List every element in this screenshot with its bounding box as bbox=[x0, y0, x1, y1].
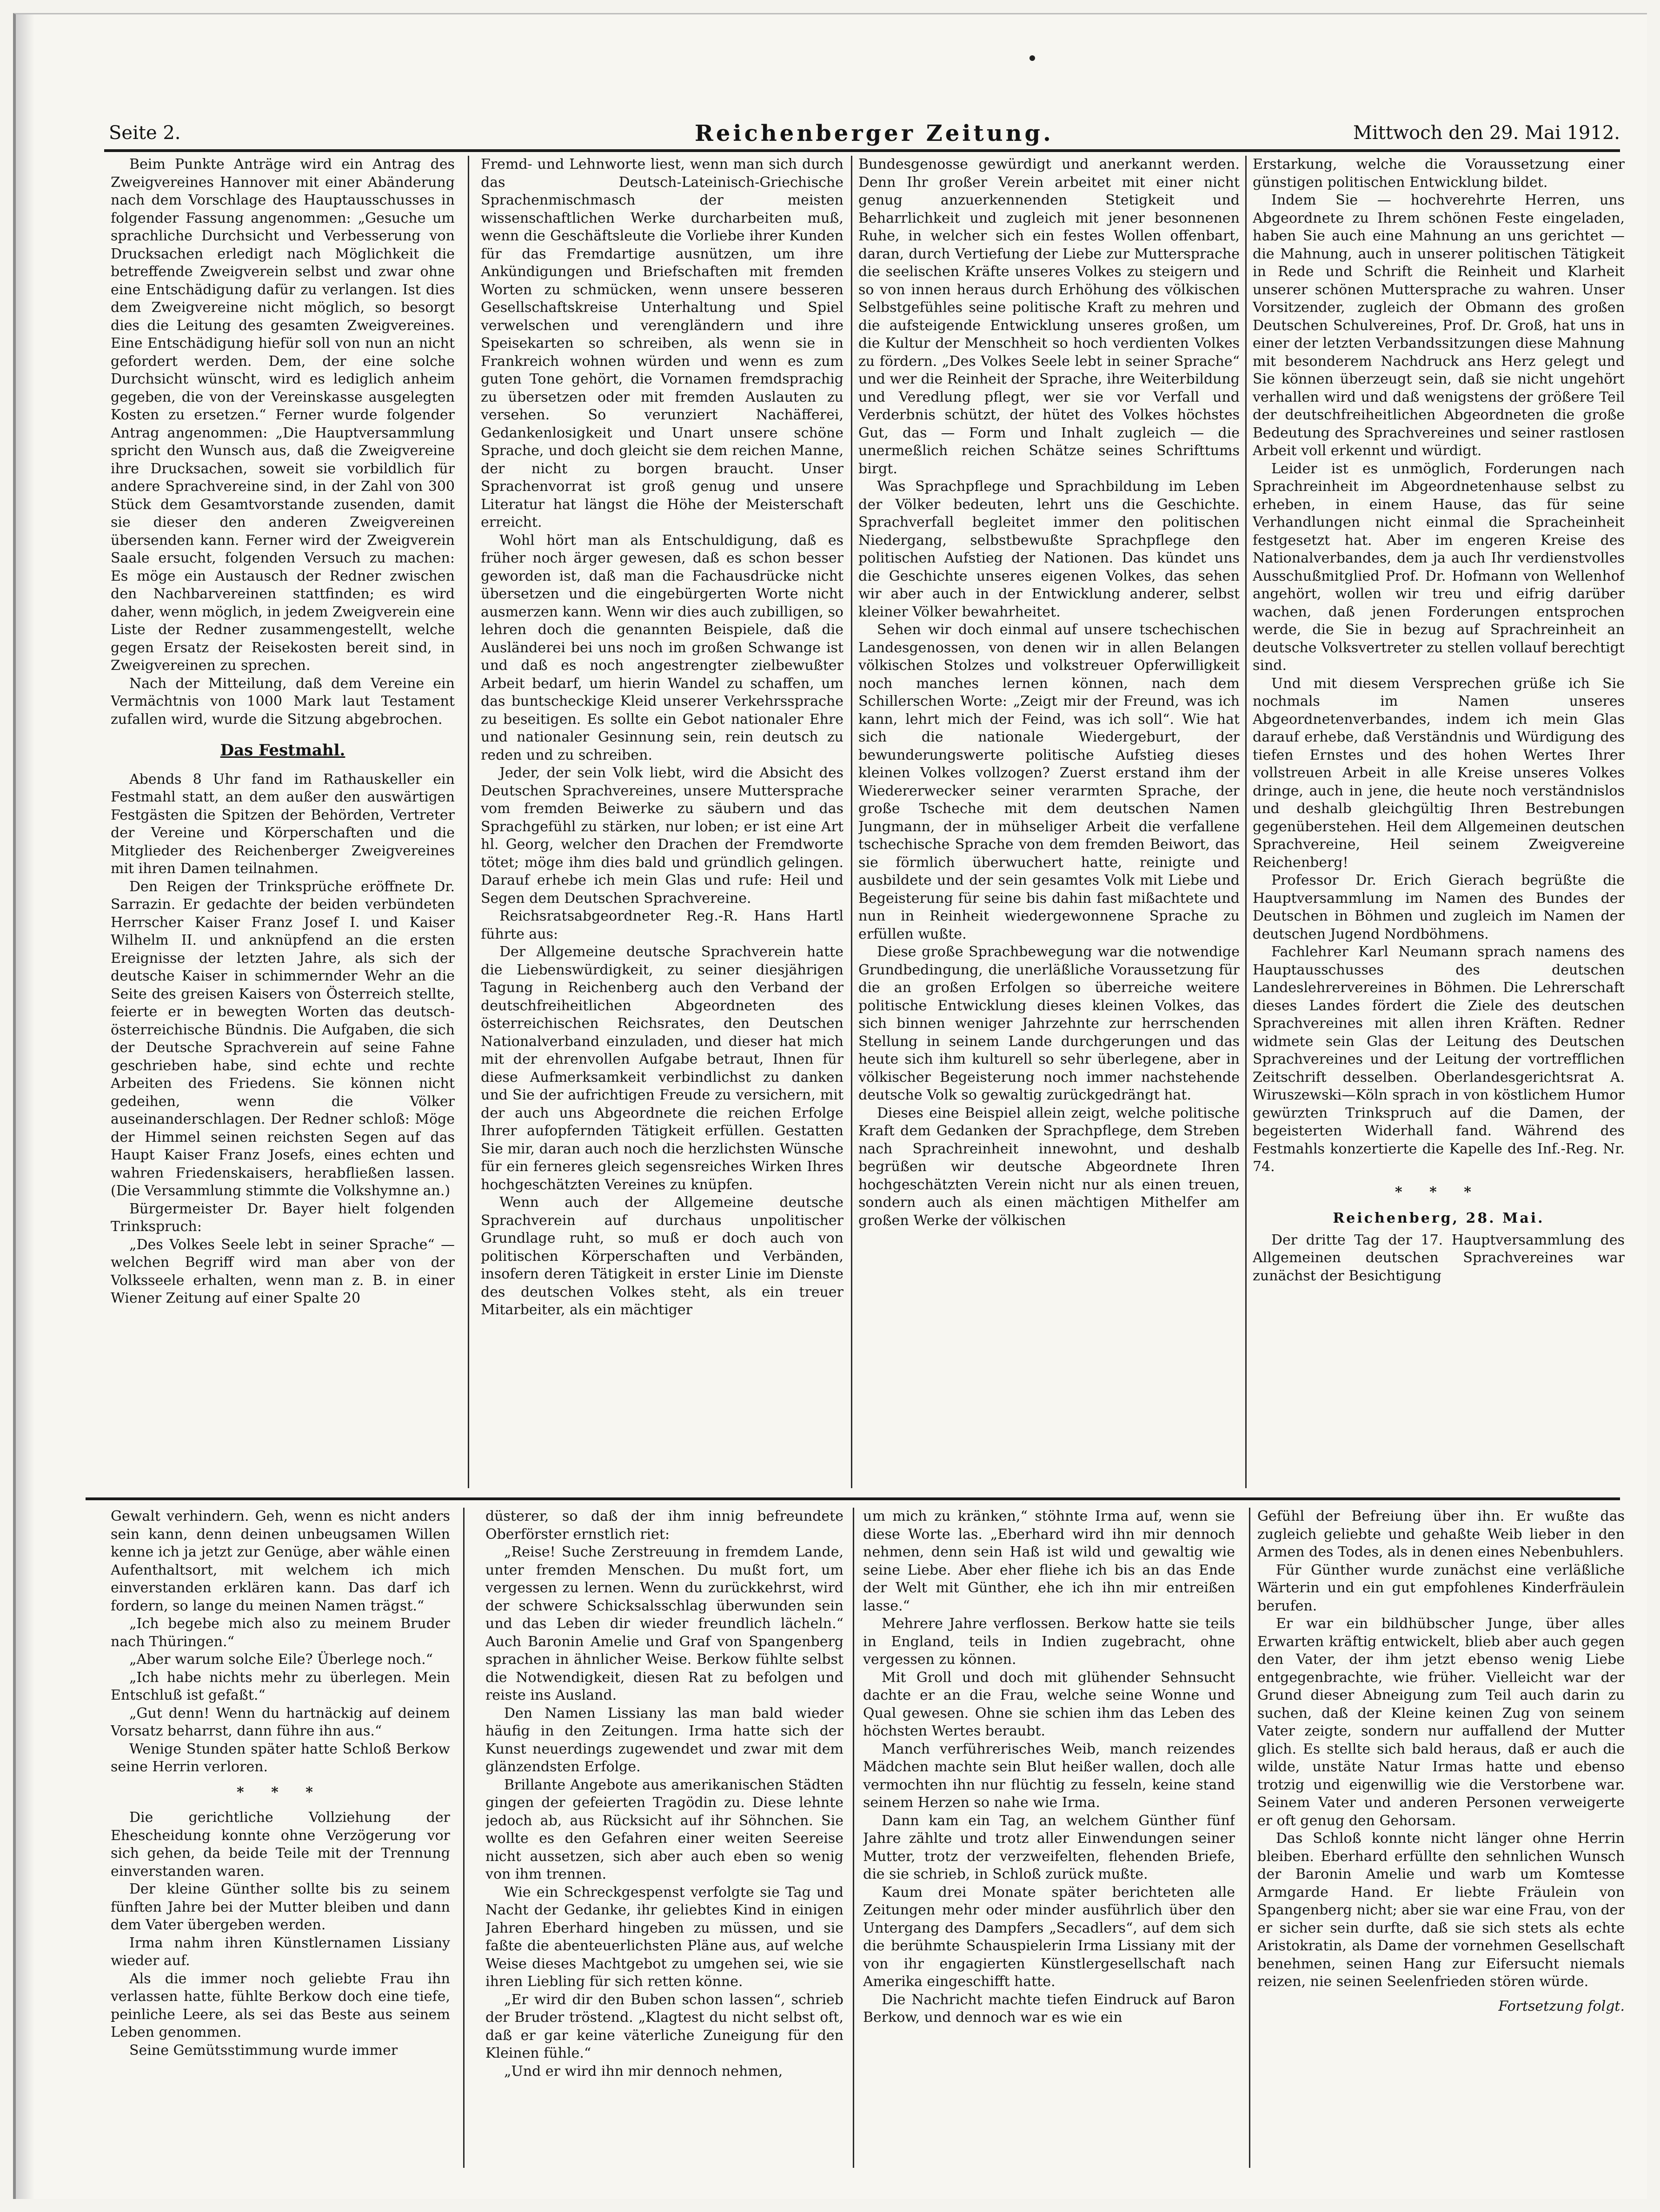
paragraph: Der Allgemeine deutsche Sprachverein hatte die Liebenswürdigkeit, zu seiner diesjährigen Tagung in Reichenberg auch den Verband der deutschfreiheitlichen Abgeordneten des österreichischen Reichsrates, den Deutschen Nationalverband einzuladen, und dieser hat mich mit der ehrenvollen Aufgabe betraut, Ihnen für diese Aufmerksamkeit verbindlichst zu danken und Sie der aufrichtigen Freude zu versichern, mit der auch uns Abgeordnete die reichen Erfolge Ihrer aufopfernden Tätigkeit erfüllen. Gestatten Sie mir, daran auch noch die herzlichsten Wünsche für ein ferneres gleich segensreiches Wirken Ihres hochgeschätzten Vereines zu knüpfen. bbox=[481, 944, 843, 1193]
paragraph: Was Sprachpflege und Sprachbildung im Leben der Völker bedeuten, lehrt uns die Geschichte. Sprachverfall begleitet immer den politischen Niedergang, selbstbewußte Sprachpflege den politischen Aufstieg der Nationen. Das kündet uns die Geschichte unseres eigenen Volkes, das sehen wir aber auch in der Entwicklung anderer, selbst kleiner Völker bewahrheitet. bbox=[858, 478, 1240, 620]
paragraph: Wie ein Schreckgespenst verfolgte sie Tag und Nacht der Gedanke, ihr geliebtes Kind in einigen Jahren Eberhard hingeben zu müssen, und sie faßte die abenteuerlichsten Pläne aus, auf welche Weise dieses Machtgebot zu umgehen sei, wie sie ihren Liebling für sich retten könne. bbox=[485, 1884, 843, 1990]
paragraph: Für Günther wurde zunächst eine verläßliche Wärterin und ein gut empfohlenes Kinderfräulein berufen. bbox=[1257, 1562, 1625, 1614]
paragraph: düsterer, so daß der ihm innig befreundete Oberförster ernstlich riet: bbox=[485, 1508, 843, 1543]
continuation-note: Fortsetzung folgt. bbox=[1498, 1998, 1625, 2014]
paragraph: Sehen wir doch einmal auf unsere tschechischen Landesgenossen, von denen wir in allen Belangen völkischen Stolzes und volkstreuer Opferwilligkeit noch manches lernen können, nach dem Schillerschen Worte: „Zeigt mir der Freund, was ich kann, lehrt mich der Feind, was ich soll“. Wie hat sich die nationale Wiedergeburt, der bewunderungswerte politische Aufstieg dieses kleinen Volkes vollzogen? Zuerst erstand ihm der Wiedererwecker seiner verarmten Sprache, der große Tscheche mit dem deutschen Namen Jungmann, der in mühseliger Arbeit die verfallene tschechische Sprache von dem fremden Beiwort, das sie förmlich überwuchert hatte, reinigte und ausbildete und der sein gesamtes Volk mit Liebe und Begeisterung für seine bis dahin fast mißachtete und nun in Reinheit wiedergewonnene Sprache zu erfüllen wußte. bbox=[858, 622, 1240, 942]
column-4 bbox=[1253, 156, 1625, 1487]
column-3 bbox=[858, 156, 1240, 1487]
newspaper-title: Reichenberger Zeitung. bbox=[695, 120, 1054, 146]
paragraph: Die Nachricht machte tiefen Eindruck auf Baron Berkow, und dennoch war es wie ein bbox=[863, 1991, 1235, 2026]
feuilleton-column-1 bbox=[111, 1508, 450, 2159]
paragraph: Fremd- und Lehnworte liest, wenn man sich durch das Deutsch-Lateinisch-Griechische Sprachenmischmasch der meisten wissenschaftlichen Werke durcharbeiten muß, wenn die Geschäftsleute die Vorliebe ihrer Kunden für das Fremdartige ausnützen, um ihre Ankündigungen und Briefschaften mit fremden Worten zu schmücken, wenn unsere besseren Gesellschaftskreise Unterhaltung und Spiel verwelschen und verengländern und ihre Speisekarten so schreiben, als wenn sie in Frankreich wohnen würden und wenn es zum guten Tone gehört, die Vornamen fremdsprachig zu übersetzen oder mit fremden Auslauten zu versehen. So verunziert Nachäfferei, Gedankenlosigkeit und Unart unsere schöne Sprache, und doch gleicht sie dem reichen Manne, der nicht zu borgen braucht. Unser Sprachenvorrat ist groß genug und unsere Literatur hat längst die Höhe der Meisterschaft erreicht. bbox=[481, 156, 843, 530]
paragraph: Nach der Mitteilung, daß dem Vereine ein Vermächtnis von 1000 Mark laut Testament zufallen wird, wurde die Sitzung abgebrochen. bbox=[111, 675, 455, 728]
paragraph: Seine Gemütsstimmung wurde immer bbox=[129, 2042, 398, 2059]
paragraph: Den Namen Lissiany las man bald wieder häufig in den Zeitungen. Irma hatte sich der Kunst neuerdings zugewendet und zwar mit dem glänzendsten Erfolge. bbox=[485, 1705, 843, 1775]
paragraph: Den Reigen der Trinksprüche eröffnete Dr. Sarrazin. Er gedachte der beiden verbündeten Herrscher Kaiser Franz Josef I. und Kaiser Wilhelm II. und anknüpfend an die ersten Ereignisse der letzten Jahre, als sich der deutsche Kaiser in schimmernder Wehr an die Seite des greisen Kaisers von Österreich stellte, feierte er in bewegten Worten das deutsch-österreichische Bündnis. Die Aufgaben, die sich der Deutsche Sprachverein auf seine Fahne geschrieben habe, sind echte und rechte Arbeiten des Friedens. Sie können nicht gedeihen, wenn die Völker auseinanderschlagen. Der Redner schloß: Möge der Himmel seinen reichsten Segen auf das Haupt Kaiser Franz Josefs, eines echten und wahren Friedenskaisers, herabfließen lassen. (Die Versammlung stimmte die Volkshymne an.) bbox=[111, 878, 455, 1199]
paragraph: „Ich begebe mich also zu meinem Bruder nach Thüringen.“ bbox=[111, 1616, 450, 1650]
paragraph: Irma nahm ihren Künstlernamen Lissiany wieder auf. bbox=[111, 1934, 450, 1969]
paragraph: Leider ist es unmöglich, Forderungen nach Sprachreinheit im Abgeordnetenhause selbst zu erheben, in einem Hause, das für seine Verhandlungen nicht einmal die Spracheinheit festgesetzt hat. Aber im engeren Kreise des Nationalverbandes, dem ja auch Ihr verdienstvolles Ausschußmitglied Prof. Dr. Hofmann von Wellenhof angehört, wollen wir treu und eifrig darüber wachen, daß jenen Forderungen entsprochen werde, die Sie in bezug auf Sprachreinheit an deutsche Volksvertreter zu stellen vollauf berechtigt sind. bbox=[1253, 460, 1625, 674]
paragraph: Die gerichtliche Vollziehung der Ehescheidung konnte ohne Verzögerung vor sich gehen, da beide Teile mit der Trennung einverstanden waren. bbox=[111, 1809, 450, 1880]
paragraph: Wohl hört man als Entschuldigung, daß es früher noch ärger gewesen, daß es schon besser geworden ist, daß man die Fachausdrücke nicht übersetzen und die eingebürgerten Worte nicht ausmerzen kann. Wenn wir dies auch zubilligen, so lehren doch die genannten Beispiele, daß die Ausländerei bei uns noch im großen Schwange ist und daß es noch angestrengter zielbewußter Arbeit bedarf, um hierin Wandel zu schaffen, um das buntscheckige Kleid unserer Verkehrssprache zu beseitigen. Es sollte ein Gebot nationaler Ehre und nationaler Gesinnung sein, rein deutsch zu reden und zu schreiben. bbox=[481, 532, 843, 763]
paragraph: Das Schloß konnte nicht länger ohne Herrin bleiben. Eberhard erfüllte den sehnlichen Wunsch der Baronin Amelie und warb um Komtesse Armgarde Hand. Er liebte Fräulein von Spangenberg nicht; aber sie war eine Frau, von der er sicher sein durfte, daß sie sich stets als echte Aristokratin, als Dame der vornehmen Gesellschaft benehmen, seinen Hang zur Eifersucht niemals reizen, nie seinen Seelenfrieden stören würde. bbox=[1257, 1830, 1625, 1990]
paragraph: Dieses eine Beispiel allein zeigt, welche politische Kraft dem Gedanken der Sprachpflege, dem Streben nach Sprachreinheit innewohnt, und deshalb begrüßen wir deutsche Abgeordnete Ihren hochgeschätzten Verein nicht nur als einen treuen, sondern auch als einen mächtigen Mithelfer am großen Werke der völkischen bbox=[858, 1105, 1240, 1229]
paragraph: Als die immer noch geliebte Frau ihn verlassen hatte, fühlte Berkow doch eine tiefe, peinliche Leere, als sei das Beste aus seinem Leben genommen. bbox=[111, 1970, 450, 2040]
column-rule bbox=[853, 1508, 854, 2168]
section-separator: * * * bbox=[1395, 1184, 1482, 1200]
paragraph: um mich zu kränken,“ stöhnte Irma auf, wenn sie diese Worte las. „Eberhard wird ihn mir dennoch nehmen, denn sein Haß ist wild und gewaltig wie seine Liebe. Aber eher fliehe ich bis an das Ende der Welt mit Günther, ehe ich ihn mir entreißen lasse.“ bbox=[863, 1508, 1235, 1614]
header-rule bbox=[104, 149, 1620, 152]
feuilleton-column-4 bbox=[1257, 1508, 1625, 2159]
paragraph: Reichsratsabgeordneter Reg.-R. Hans Hartl führte aus: bbox=[481, 908, 843, 942]
paragraph: „Und er wird ihn mir dennoch nehmen, bbox=[504, 2063, 783, 2080]
paragraph: Indem Sie — hochverehrte Herren, uns Abgeordnete zu Ihrem schönen Feste eingeladen, haben Sie auch eine Mahnung an uns gerichtet — die Mahnung, auch in unserer politischen Tätigkeit in Rede und Schrift die Reinheit und Klarheit unserer schönen Muttersprache zu wahren. Unser Vorsitzender, zugleich der Obmann des großen Deutschen Schulvereines, Prof. Dr. Groß, hat uns in einer der letzten Verbandssitzungen diese Mahnung mit besonderem Nachdruck ans Herz gelegt und Sie können überzeugt sein, daß sie nicht ungehört verhallen wird und daß wenigstens der größere Teil der deutschfreiheitlichen Abgeordneten die große Bedeutung des Sprachvereines und seiner rastlosen Arbeit voll erkennt und würdigt. bbox=[1253, 192, 1625, 459]
ink-spot bbox=[1029, 55, 1035, 61]
paragraph: Erstarkung, welche die Voraussetzung einer günstigen politischen Entwicklung bildet. bbox=[1253, 156, 1625, 191]
paragraph: Bundesgenosse gewürdigt und anerkannt werden. Denn Ihr großer Verein arbeitet mit einer nicht genug anzuerkennenden Stetigkeit und Beharrlichkeit und zugleich mit jener besonnenen Ruhe, in welcher sich ein festes Wollen offenbart, daran, durch Vertiefung der Liebe zur Muttersprache die seelischen Kräfte unseres Volkes zu steigern und so von innen heraus durch Erhöhung des völkischen Selbstgefühles seine politische Kraft zu mehren und die aufsteigende Entwicklung unseres großen, um die Kultur der Menschheit so hoch verdienten Volkes zu fördern. „Des Volkes Seele lebt in seiner Sprache“ und wer die Reinheit der Sprache, ihre Weiterbildung und Veredlung pflegt, wer sie vor Verfall und Verderbnis schützt, der hütet des Volkes höchstes Gut, das — Form und Inhalt zugleich — die unermeßlich reichen Schätze seines Schrifttums birgt. bbox=[858, 156, 1240, 477]
paragraph: Mehrere Jahre verflossen. Berkow hatte sie teils in England, teils in Indien zugebracht, ohne vergessen zu können. bbox=[863, 1616, 1235, 1668]
paragraph: „Des Volkes Seele lebt in seiner Sprache“ — welchen Begriff wird man aber von der Volksseele erhalten, wenn man z. B. in einer Wiener Zeitung auf einer Spalte 20 bbox=[111, 1236, 455, 1306]
paragraph: Dann kam ein Tag, an welchem Günther fünf Jahre zählte und trotz aller Einwendungen seiner Mutter, trotz der verzweifelten, flehenden Briefe, die sie schrieb, in Schloß zurück mußte. bbox=[863, 1812, 1235, 1882]
page-edge-shadow bbox=[16, 14, 34, 2199]
paragraph: „Er wird dir den Buben schon lassen“, schrieb der Bruder tröstend. „Klagtest du nicht selbst oft, daß er gar keine väterliche Zuneigung für den Kleinen fühle.“ bbox=[485, 1991, 843, 2061]
paragraph: Mit Groll und doch mit glühender Sehnsucht dachte er an die Frau, welche seine Wonne und Qual gewesen. Ohne sie schien ihm das Leben des höchsten Wertes beraubt. bbox=[863, 1669, 1235, 1739]
paragraph: Abends 8 Uhr fand im Rathauskeller ein Festmahl statt, an dem außer den auswärtigen Festgästen die Spitzen der Behörden, Vertreter der Vereine und Körperschaften und die Mitglieder des Reichenberger Zweigvereines mit ihren Damen teilnahmen. bbox=[111, 771, 455, 877]
page-number: Seite 2. bbox=[109, 122, 181, 144]
column-2 bbox=[481, 156, 843, 1487]
paragraph: Kaum drei Monate später berichteten alle Zeitungen mehr oder minder ausführlich über den Untergang des Dampfers „Secadlers“, auf dem sich die berühmte Schauspielerin Irma Lissiany mit der von ihr engagierten Künstlergesellschaft nach Amerika eingeschifft hatte. bbox=[863, 1884, 1235, 1990]
paragraph: „Reise! Suche Zerstreuung in fremdem Lande, unter fremden Menschen. Du mußt fort, um vergessen zu lernen. Wenn du zurückkehrst, wird der schwere Schicksalsschlag überwunden sein und das Leben dir wieder freundlich lächeln.“ Auch Baronin Amelie und Graf von Spangenberg sprachen in ähnlicher Weise. Berkow fühlte selbst die Notwendigkeit, diesen Rat zu befolgen und reiste ins Ausland. bbox=[485, 1544, 843, 1703]
dateline: Reichenberg, 28. Mai. bbox=[1333, 1210, 1545, 1226]
section-heading: Das Festmahl. bbox=[220, 741, 345, 760]
paragraph: Gefühl der Befreiung über ihn. Er wußte das zugleich geliebte und gehaßte Weib lieber in den Armen des Todes, als in denen eines Nebenbuhlers. bbox=[1257, 1508, 1625, 1560]
paragraph: Diese große Sprachbewegung war die notwendige Grundbedingung, die unerläßliche Voraussetzung für die an großen Erfolgen so überreiche weitere politische Entwicklung dieses kleinen Volkes, das sich binnen weniger Jahrzehnte zur herrschenden Stellung in seinem Lande durchgerungen und das heute sich ihm kulturell so sehr überlegene, aber in völkischer Begeisterung noch immer nachstehende deutsche Volk so gewaltig zurückgedrängt hat. bbox=[858, 944, 1240, 1103]
feuilleton-column-2 bbox=[485, 1508, 843, 2159]
column-rule bbox=[1245, 156, 1247, 1488]
newspaper-scan bbox=[13, 13, 1647, 2199]
column-1 bbox=[111, 156, 455, 1487]
column-rule bbox=[1249, 1508, 1250, 2168]
paragraph: Er war ein bildhübscher Junge, über alles Erwarten kräftig entwickelt, blieb aber auch gegen den Vater, der ihm jetzt ebenso wenig Liebe entgegenbrachte, wie früher. Vielleicht war der Grund dieser Abneigung zum Teil auch darin zu suchen, daß der Kleine keinen Zug von seinem Vater zeigte, sondern nur auffallend der Mutter glich. Es stellte sich bald heraus, daß er auch die wilde, unstäte Natur Irmas hatte und ebenso trotzig und eigenwillig wie die Verstorbene war. Seinem Vater und anderen Personen verweigerte er oft genug den Gehorsam. bbox=[1257, 1616, 1625, 1829]
paragraph: Manch verführerisches Weib, manch reizendes Mädchen machte sein Blut heißer wallen, doch alle vermochten ihn nur flüchtig zu fesseln, keine stand seinem Herzen so nahe wie Irma. bbox=[863, 1741, 1235, 1811]
paragraph: „Gut denn! Wenn du hartnäckig auf deinem Vorsatz beharrst, dann führe ihn aus.“ bbox=[111, 1705, 450, 1739]
page-header bbox=[90, 117, 1620, 149]
paragraph: „Ich habe nichts mehr zu überlegen. Mein Entschluß ist gefaßt.“ bbox=[111, 1669, 450, 1703]
feuilleton-column-3 bbox=[863, 1508, 1235, 2159]
feuilleton-rule bbox=[86, 1497, 1620, 1500]
paragraph: Fachlehrer Karl Neumann sprach namens des Hauptausschusses des deutschen Landeslehrervereines in Böhmen. Die Lehrerschaft dieses Landes fördert die Ziele des deutschen Sprachvereines mit allen ihren Kräften. Redner widmete sein Glas der Leitung des Deutschen Sprachvereines und der Leitung der vortrefflichen Zeitschrift desselben. Oberlandesgerichtsrat A. Wiruszewski—Köln sprach in von köstlichem Humor gewürzten Trinkspruch auf die Damen, der begeisterten Widerhall fand. Während des Festmahls konzertierte die Kapelle des Inf.-Reg. Nr. 74. bbox=[1253, 944, 1625, 1175]
paragraph: Gewalt verhindern. Geh, wenn es nicht anders sein kann, denn deinen unbeugsamen Willen kenne ich ja jetzt zur Genüge, aber wähle einen Aufenthaltsort, mit welchem ich mich einverstanden erklären kann. Das darf ich fordern, so lange du meinen Namen trägst.“ bbox=[111, 1508, 450, 1614]
paragraph: Wenige Stunden später hatte Schloß Berkow seine Herrin verloren. bbox=[111, 1741, 450, 1775]
paragraph: „Aber warum solche Eile? Überlege noch.“ bbox=[129, 1651, 433, 1668]
column-rule bbox=[851, 156, 852, 1488]
issue-date: Mittwoch den 29. Mai 1912. bbox=[1353, 122, 1620, 144]
paragraph: Der kleine Günther sollte bis zu seinem fünften Jahre bei der Mutter bleiben und dann dem Vater übergeben werden. bbox=[111, 1881, 450, 1933]
paragraph: Jeder, der sein Volk liebt, wird die Absicht des Deutschen Sprachvereines, unsere Muttersprache vom fremden Beiwerke zu säubern und das Sprachgefühl zu stärken, nur loben; er ist eine Art hl. Georg, welcher den Drachen der Fremdworte tötet; möge ihm dies bald und gründlich gelingen. Darauf erhebe ich mein Glas und rufe: Heil und Segen dem Deutschen Sprachvereine. bbox=[481, 765, 843, 907]
paragraph: Beim Punkte Anträge wird ein Antrag des Zweigvereines Hannover mit einer Abänderung nach dem Vorschlage des Hauptausschusses in folgender Fassung angenommen: „Gesuche um sprachliche Durchsicht und Verbesserung von Drucksachen erledigt nach Möglichkeit die betreffende Zweigverein selbst und zwar ohne eine Entschädigung dafür zu verlangen. Ist dies dem Zweigvereine nicht möglich, so besorgt dies die Leitung des gesamten Zweigvereines. Eine Entschädigung hiefür soll von nun an nicht gefordert werden. Dem, der eine solche Durchsicht wünscht, wird es lediglich anheim gegeben, die von der Vereinskasse ausgelegten Kosten zu ersetzen.“ Ferner wurde folgender Antrag angenommen: „Die Hauptversammlung spricht den Wunsch aus, daß die Zweigvereine ihre Drucksachen, soweit sie vorbildlich für andere Sprachvereine sind, in der Zahl von 300 Stück dem Gesamtvorstande zusenden, damit sie dieser den anderen Zweigvereinen übersenden kann. Ferner wird der Zweigverein Saale ersucht, folgenden Versuch zu machen: Es möge ein Austausch der Redner zwischen den Nachbarvereinen stattfinden; es wird daher, wenn möglich, in jedem Zweigverein eine Liste der Redner zusammengestellt, welche gegen Ersatz der Reisekosten bereit sind, in Zweigvereinen zu sprechen. bbox=[111, 156, 455, 674]
section-separator: * * * bbox=[237, 1784, 324, 1801]
paragraph: Professor Dr. Erich Gierach begrüßte die Hauptversammlung im Namen des Bundes der Deutschen in Böhmen und zugleich im Namen der deutschen Jugend Nordböhmens. bbox=[1253, 872, 1625, 942]
paragraph: Brillante Angebote aus amerikanischen Städten gingen der gefeierten Tragödin zu. Diese lehnte jedoch ab, aus Rücksicht auf ihr Söhnchen. Sie wollte es den Gefahren einer weiten Seereise nicht aussetzen, sich aber auch eben so wenig von ihm trennen. bbox=[485, 1776, 843, 1882]
paragraph: Bürgermeister Dr. Bayer hielt folgenden Trinkspruch: bbox=[111, 1200, 455, 1235]
column-rule bbox=[468, 156, 469, 1488]
paragraph: Und mit diesem Versprechen grüße ich Sie nochmals im Namen unseres Abgeordnetenverbandes, indem ich mein Glas darauf erhebe, daß Verständnis und Würdigung des tiefen Ernstes und des hohen Wertes Ihrer vollstreuen Arbeit in alle Kreise unseres Volkes dringe, auch in jene, die heute noch verständnislos und deshalb gleichgültig Ihren Bestrebungen gegenüberstehen. Heil dem Allgemeinen deutschen Sprachvereine, Heil seinem Zweigvereine Reichenberg! bbox=[1253, 675, 1625, 871]
paragraph: Der dritte Tag der 17. Hauptversammlung des Allgemeinen deutschen Sprachvereines war zunächst der Besichtigung bbox=[1253, 1232, 1625, 1284]
paragraph: Wenn auch der Allgemeine deutsche Sprachverein auf durchaus unpolitischer Grundlage ruht, so muß er doch auch von politischen Körperschaften und Verbänden, insofern deren Tätigkeit in erster Linie im Dienste des deutschen Volkes steht, als ein treuer Mitarbeiter, als ein mächtiger bbox=[481, 1194, 843, 1318]
column-rule bbox=[463, 1508, 465, 2168]
